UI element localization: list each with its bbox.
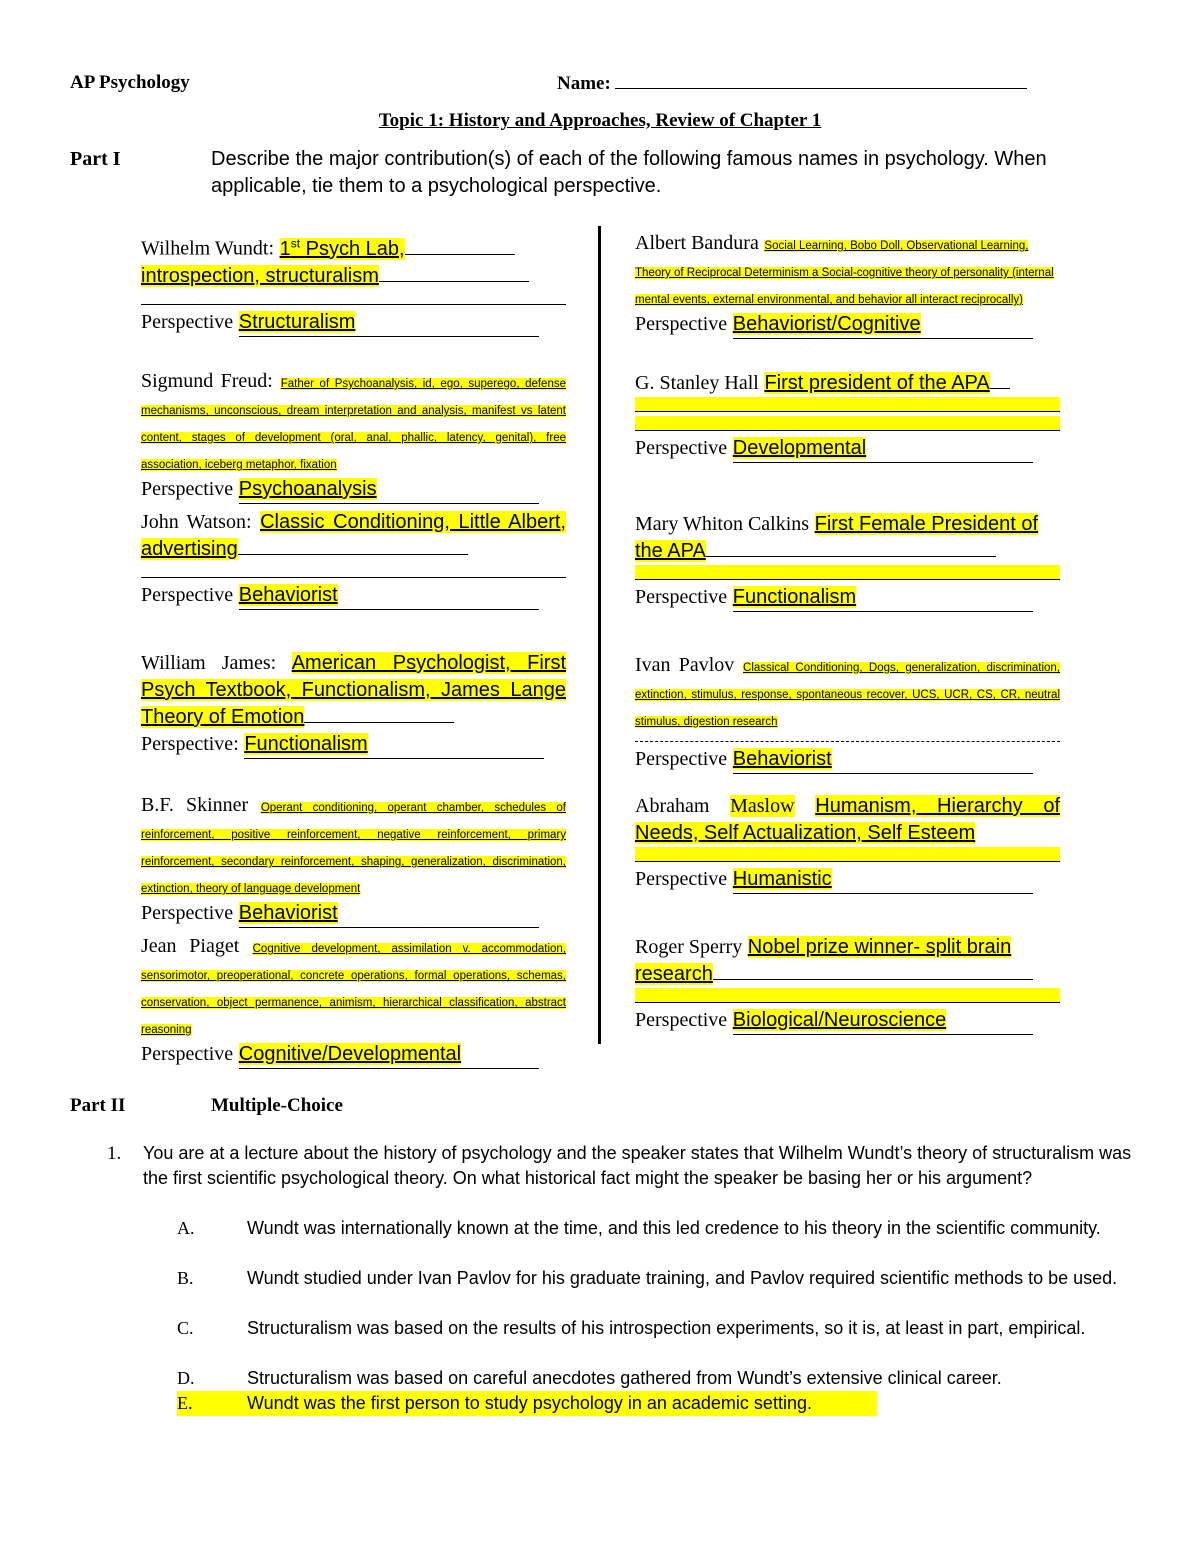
part2-title: Multiple-Choice xyxy=(211,1095,343,1116)
perspective-value: Structuralism xyxy=(238,310,356,333)
person-name: William James: xyxy=(141,652,277,674)
perspective-value: Cognitive/Developmental xyxy=(238,1043,462,1065)
person-name: Wilhelm Wundt: xyxy=(141,237,275,260)
blank-line xyxy=(635,416,1060,431)
part1-label: Part I xyxy=(70,148,121,170)
answer-text: Social Learning, Bobo Doll, Observational Learning, Theory of Reciprocal Determinism a Social-cognitive theory of personality (internal mental events, external environmental, and behavior all interact reciprocally) xyxy=(635,240,1054,306)
entry-piaget xyxy=(141,933,566,1069)
perspective-value: Behaviorist/Cognitive xyxy=(732,313,921,335)
option-d[interactable] xyxy=(177,1366,1137,1391)
entry-skinner xyxy=(141,792,566,928)
entry-calkins xyxy=(635,511,1060,612)
name-label: Name: xyxy=(557,73,611,94)
person-name: Mary Whiton Calkins xyxy=(635,513,810,535)
entry-freud xyxy=(141,368,566,504)
option-c[interactable] xyxy=(177,1316,1137,1341)
perspective-row: Perspective Developmental xyxy=(635,435,1060,463)
option-a[interactable] xyxy=(177,1216,1137,1241)
page-title: Topic 1: History and Approaches, Review of Chapter 1 xyxy=(378,110,822,131)
person-name: G. Stanley Hall xyxy=(635,372,759,394)
option-e-correct[interactable] xyxy=(177,1391,877,1416)
perspective-row: Perspective Biological/Neuroscience xyxy=(635,1007,1060,1035)
option-text: Structuralism was based on careful anecdotes gathered from Wundt’s extensive clinical career. xyxy=(247,1368,1002,1388)
perspective-row: Perspective Behaviorist xyxy=(141,900,566,928)
entry-watson xyxy=(141,509,566,610)
perspective-value: Humanistic xyxy=(732,868,832,890)
blank-line xyxy=(635,988,1060,1003)
option-b[interactable] xyxy=(177,1266,1137,1291)
entry-james xyxy=(141,650,566,759)
perspective-row: Perspective Behaviorist xyxy=(141,582,566,610)
blank-line xyxy=(141,563,566,578)
blank-line xyxy=(635,565,1060,580)
blank-line xyxy=(141,290,566,305)
perspective-row: Perspective Cognitive/Developmental xyxy=(141,1041,566,1069)
answer-text: Classic Conditioning, Little Albert, advertising xyxy=(141,511,566,560)
part1-instructions: Describe the major contribution(s) of each of the following famous names in psychology. When applicable, tie them to a psychological perspective. xyxy=(211,148,1047,197)
blank-line xyxy=(635,733,1060,742)
answer-text: American Psychologist, First Psych Textbook, Functionalism, James Lange Theory of Emotion xyxy=(141,652,567,728)
perspective-value: Biological/Neuroscience xyxy=(732,1009,947,1031)
perspective-value: Psychoanalysis xyxy=(238,478,377,500)
option-letter: C. xyxy=(177,1318,194,1338)
option-letter: B. xyxy=(177,1268,194,1288)
entry-bandura xyxy=(635,230,1060,339)
answer-text: Classical Conditioning, Dogs, generalization, discrimination, extinction, stimulus, response, spontaneous recover, UCS, UCR, CS, CR, neutral stimulus, digestion research xyxy=(635,662,1061,728)
entry-maslow xyxy=(635,793,1060,894)
part2-label: Part II xyxy=(70,1095,126,1116)
perspective-row: Perspective Behaviorist/Cognitive xyxy=(635,311,1060,339)
person-name: Abraham xyxy=(635,795,710,817)
person-name: Roger Sperry xyxy=(635,936,743,958)
perspective-row: Perspective: Functionalism xyxy=(141,731,566,759)
option-text: Wundt was internationally known at the time, and this led credence to his theory in the scientific community. xyxy=(247,1218,1101,1238)
perspective-row: Perspective Psychoanalysis xyxy=(141,476,566,504)
entry-pavlov xyxy=(635,652,1060,774)
course-title: AP Psychology xyxy=(70,72,190,93)
option-text: Structuralism was based on the results of his introspection experiments, so it is, at least in part, empirical. xyxy=(247,1318,1086,1338)
option-letter: E. xyxy=(177,1393,193,1413)
answer-text: Nobel prize winner- split brain research xyxy=(635,936,1012,985)
entry-hall xyxy=(635,370,1060,463)
answer-text: Father of Psychoanalysis, id, ego, superego, defense mechanisms, unconscious, dream interpretation and analysis, manifest vs latent content, stages of development (oral, anal, phallic, latency, genital), free association, iceberg metaphor, fixation xyxy=(141,378,566,471)
person-name-2: Maslow xyxy=(730,795,795,817)
option-letter: D. xyxy=(177,1368,195,1388)
entry-wundt xyxy=(141,230,566,337)
perspective-row: Perspective Behaviorist xyxy=(635,746,1060,774)
perspective-row: Perspective Functionalism xyxy=(635,584,1060,612)
person-name: John Watson: xyxy=(141,511,252,533)
answer-text: First Female President of the APA xyxy=(635,513,1039,562)
answer-text: 1st Psych Lab, xyxy=(279,236,405,260)
blank-line xyxy=(635,397,1060,412)
answer-text: First president of the APA xyxy=(764,372,990,394)
perspective-value: Behaviorist xyxy=(732,748,832,770)
person-name: B.F. Skinner xyxy=(141,794,249,816)
perspective-value: Functionalism xyxy=(732,586,857,608)
perspective-value: Behaviorist xyxy=(238,584,338,606)
option-letter: A. xyxy=(177,1218,195,1238)
answer-text: Humanism, Hierarchy of Needs, Self Actualization, Self Esteem xyxy=(635,795,1060,844)
option-text: Wundt studied under Ivan Pavlov for his graduate training, and Pavlov required scientific methods to be used. xyxy=(247,1268,1118,1288)
perspective-value: Functionalism xyxy=(244,733,368,755)
answer-text: Cognitive development, assimilation v. accommodation, sensorimotor, preoperational, concrete operations, formal operations, schemas, conservation, object permanence, animism, hierarchical classification, abstract reasoning xyxy=(141,943,566,1036)
perspective-row: Perspective Humanistic xyxy=(635,866,1060,894)
perspective-row: Perspective Structuralism xyxy=(141,309,566,337)
person-name: Sigmund Freud: xyxy=(141,370,273,392)
question-number: 1. xyxy=(107,1143,122,1164)
question-text: You are at a lecture about the history of psychology and the speaker states that Wilhelm Wundt’s theory of structuralism was the first scientific psychological theory. On what historical fact might the speaker be basing her or his argument? xyxy=(143,1143,1132,1188)
person-name: Jean Piaget xyxy=(141,935,240,957)
answer-text: Operant conditioning, operant chamber, schedules of reinforcement, positive reinforcement, negative reinforcement, primary reinforcement, secondary reinforcement, shaping, generalization, discrimination, extinction, theory of language development xyxy=(141,802,566,895)
name-field xyxy=(557,72,1027,95)
person-name: Ivan Pavlov xyxy=(635,654,735,676)
perspective-value: Developmental xyxy=(732,437,867,459)
blank-line xyxy=(635,847,1060,862)
person-name: Albert Bandura xyxy=(635,232,759,254)
option-text: Wundt was the first person to study psychology in an academic setting. xyxy=(247,1393,812,1413)
name-blank-line xyxy=(615,72,1027,89)
perspective-value: Behaviorist xyxy=(238,902,338,924)
entry-sperry xyxy=(635,934,1060,1035)
answer-text-2: introspection, structuralism xyxy=(141,264,379,287)
column-divider xyxy=(598,226,601,1044)
